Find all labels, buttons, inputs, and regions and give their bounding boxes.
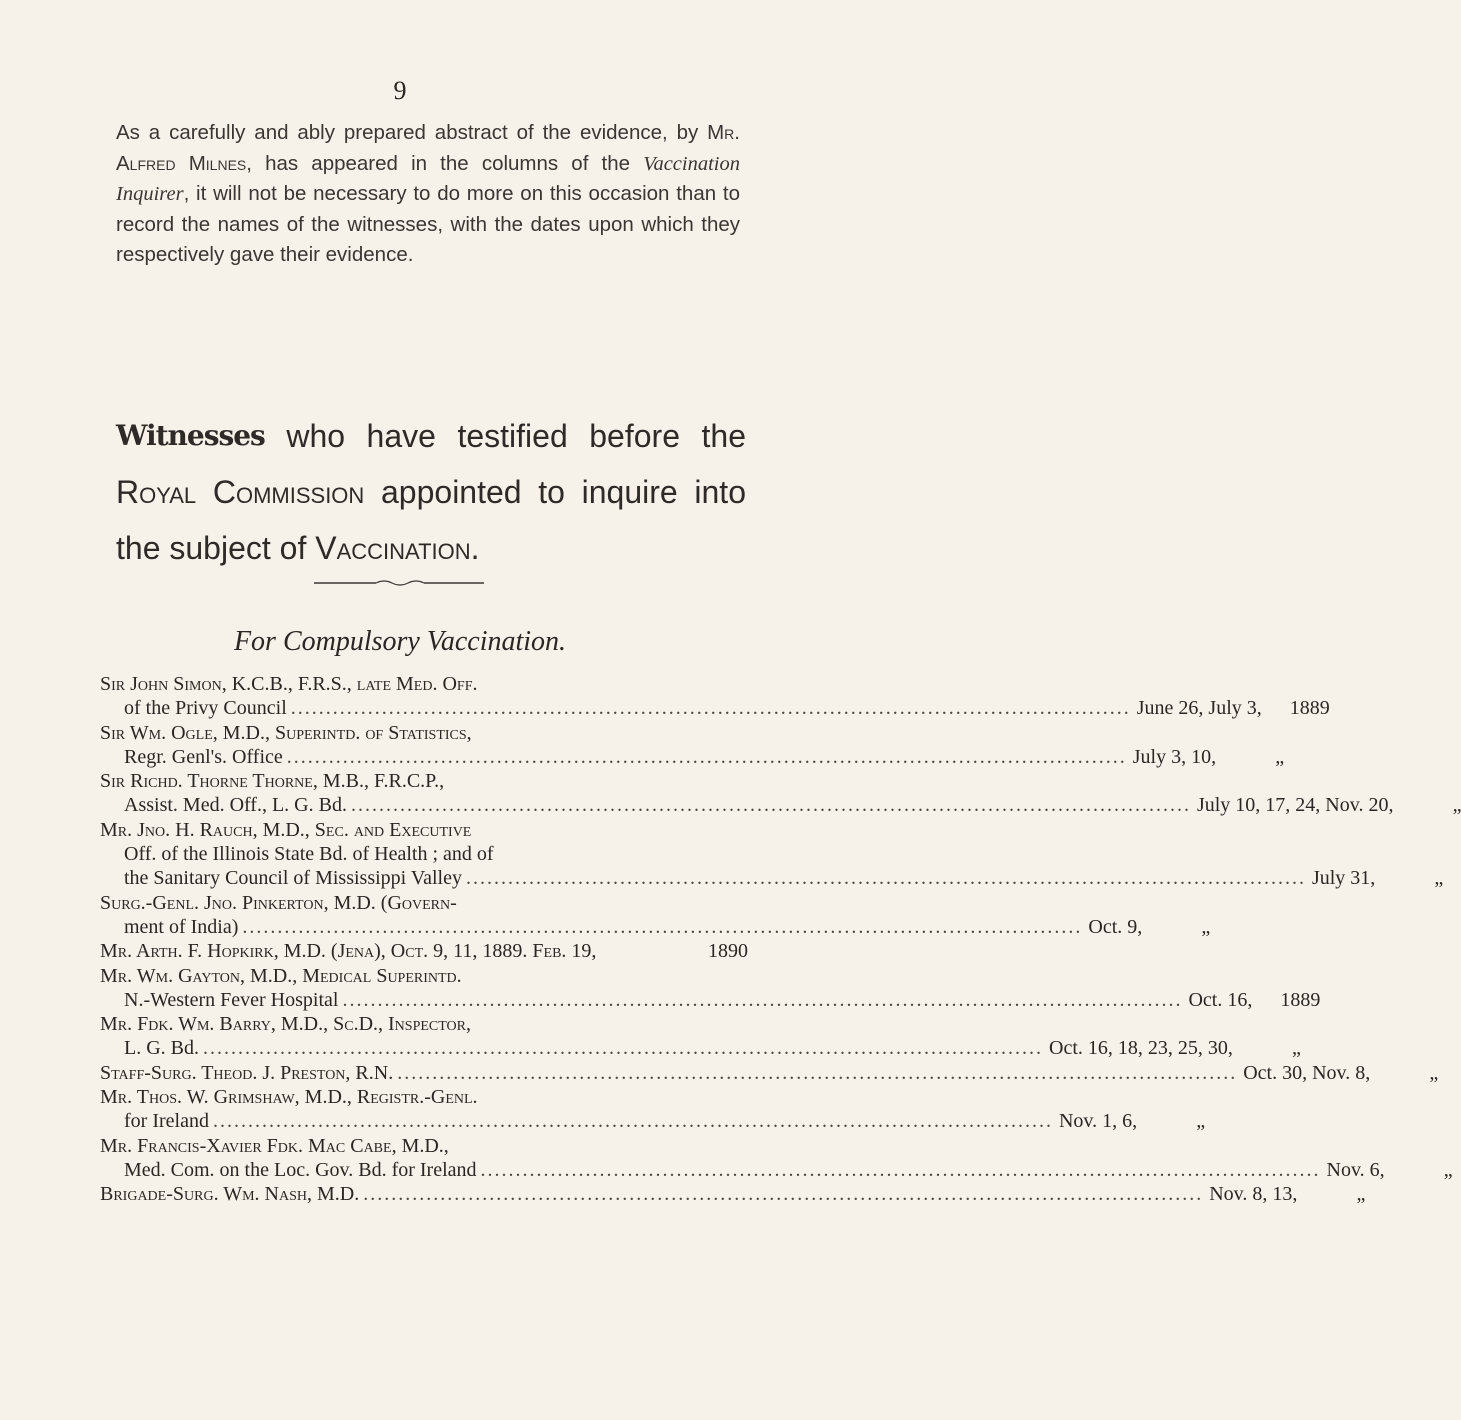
- witness-name-line: Mr. Francis-Xavier Fdk. Mac Cabe, M.D.,: [100, 1134, 449, 1157]
- witness-entry: [100, 1182, 1366, 1206]
- ornamental-rule: [314, 578, 484, 588]
- witness-detail-line: N.-Western Fever Hospital ........................................................................................................................ Oct. 16, 1889: [124, 988, 1321, 1011]
- testimony-year: 1889: [1289, 697, 1330, 720]
- witness-entry: [100, 1085, 1206, 1134]
- testimony-dates: Nov. 6,: [1326, 1158, 1385, 1181]
- leader-dots: ........................................................................................................................: [203, 1037, 1043, 1060]
- leader-dots: ........................................................................................................................: [342, 988, 1183, 1011]
- witness-detail-line: of the Privy Council ........................................................................................................................ June 26, July 3, 1889: [124, 697, 1330, 720]
- heading-line-2: Royal Commission appointed to inquire into: [116, 474, 746, 510]
- testimony-year: „: [1452, 794, 1461, 817]
- leader-dots: ........................................................................................................................: [465, 867, 1306, 890]
- testimony-dates: July 3, 10,: [1132, 745, 1217, 768]
- witness-entry: [100, 818, 1444, 891]
- witness-detail-line: Regr. Genl's. Office ........................................................................................................................ July 3, 10, „: [124, 745, 1285, 768]
- witness-name-line: Staff-Surg. Theod. J. Preston, R.N. ........................................................................................................................ Oct. 30, Nov. 8, „: [100, 1061, 1439, 1084]
- witness-detail-line: for Ireland ........................................................................................................................ Nov. 1, 6, „: [124, 1110, 1206, 1133]
- leader-dots: ........................................................................................................................: [212, 1110, 1053, 1133]
- witness-detail-line: Off. of the Illinois State Bd. of Health ; and of: [124, 843, 494, 866]
- witness-name-line: Mr. Thos. W. Grimshaw, M.D., Registr.-Genl.: [100, 1086, 478, 1109]
- testimony-year: „: [1275, 745, 1285, 768]
- testimony-year: 1890: [708, 940, 748, 963]
- witness-entry: [100, 939, 748, 963]
- witness-name-line: Mr. Wm. Gayton, M.D., Medical Superintd.: [100, 964, 462, 987]
- testimony-dates: Oct. 30, Nov. 8,: [1243, 1061, 1371, 1084]
- witness-entry: [100, 1012, 1301, 1061]
- testimony-year: „: [1292, 1037, 1301, 1060]
- witness-name-line: Sir Wm. Ogle, M.D., Superintd. of Statistics,: [100, 721, 472, 744]
- witness-name-line: Mr. Jno. H. Rauch, M.D., Sec. and Executive: [100, 818, 472, 841]
- testimony-year: „: [1201, 915, 1211, 938]
- witness-entry: [100, 1061, 1439, 1085]
- testimony-year: „: [1429, 1061, 1439, 1084]
- witness-entry: [100, 891, 1211, 940]
- testimony-year: „: [1434, 867, 1444, 890]
- witness-name-line: Brigade-Surg. Wm. Nash, M.D. ........................................................................................................................ Nov. 8, 13, „: [100, 1183, 1366, 1206]
- subheading: For Compulsory Vaccination.: [233, 626, 567, 657]
- leader-dots: ........................................................................................................................: [290, 697, 1131, 720]
- page-number: 9: [393, 76, 407, 105]
- leader-dots: ........................................................................................................................: [242, 915, 1083, 938]
- witness-entry: [100, 964, 1321, 1013]
- witness-list: [100, 672, 1461, 1207]
- intro-paragraph: As a carefully and ably prepared abstract of the evidence, by Mr. Alfred Milnes, has appeared in the columns of the Vaccination Inquirer, it will not be necessary to do more on this occasion than to record the names of the witnesses, with the dates upon which they respectively gave their evidence.: [116, 121, 740, 266]
- witness-name-line: Mr. Arth. F. Hopkirk, M.D. (Jena), Oct. 9, 11, 1889. Feb. 19, 1890: [100, 940, 748, 963]
- witness-detail-line: Assist. Med. Off., L. G. Bd. ........................................................................................................................ July 10, 17, 24, Nov. 20, „: [124, 794, 1461, 817]
- witness-name-line: Surg.-Genl. Jno. Pinkerton, M.D. (Govern-: [100, 891, 457, 914]
- testimony-year: 1889: [1280, 988, 1321, 1011]
- testimony-dates: Oct. 9,: [1088, 915, 1143, 938]
- leader-dots: ........................................................................................................................: [397, 1061, 1238, 1084]
- section-heading: [116, 408, 746, 576]
- testimony-dates: July 10, 17, 24, Nov. 20,: [1196, 794, 1394, 817]
- leader-dots: ........................................................................................................................: [480, 1158, 1321, 1181]
- witness-entry: [100, 721, 1285, 770]
- leader-dots: ........................................................................................................................: [350, 794, 1191, 817]
- witness-detail-line: Med. Com. on the Loc. Gov. Bd. for Ireland ........................................................................................................................ Nov. 6, „: [124, 1158, 1453, 1181]
- testimony-year: „: [1356, 1183, 1366, 1206]
- author-name: Mr. Alfred Milnes: [116, 121, 740, 175]
- leader-dots: ........................................................................................................................: [363, 1183, 1204, 1206]
- blackletter-word: Witnesses: [116, 419, 265, 452]
- testimony-year: „: [1196, 1110, 1206, 1133]
- testimony-dates: Nov. 1, 6,: [1058, 1110, 1138, 1133]
- witness-entry: [100, 672, 1330, 721]
- testimony-dates: Nov. 8, 13,: [1209, 1183, 1298, 1206]
- leader-dots: ........................................................................................................................: [286, 745, 1127, 768]
- witness-detail-line: the Sanitary Council of Mississippi Valley ........................................................................................................................ July 31, „: [124, 867, 1444, 890]
- witness-detail-line: ment of India) ........................................................................................................................ Oct. 9, „: [124, 915, 1211, 938]
- heading-line-3: the subject of Vaccination.: [116, 530, 480, 566]
- testimony-dates: Oct. 16,: [1188, 988, 1253, 1011]
- witness-entry: [100, 769, 1461, 818]
- testimony-year: „: [1443, 1158, 1453, 1181]
- witness-entry: [100, 1134, 1453, 1183]
- testimony-dates: Oct. 16, 18, 23, 25, 30,: [1049, 1037, 1233, 1060]
- heading-line-1: Witnesses who have testified before the: [116, 408, 746, 464]
- publication-title: Vaccination Inquirer: [116, 152, 740, 205]
- witness-name-line: Sir Richd. Thorne Thorne, M.B., F.R.C.P.,: [100, 770, 445, 793]
- witness-detail-line: L. G. Bd. ........................................................................................................................ Oct. 16, 18, 23, 25, 30, „: [124, 1037, 1301, 1060]
- testimony-dates: June 26, July 3,: [1136, 697, 1262, 720]
- witness-name-line: Mr. Fdk. Wm. Barry, M.D., Sc.D., Inspector,: [100, 1013, 472, 1036]
- witness-name-line: Sir John Simon, K.C.B., F.R.S., late Med. Off.: [100, 673, 478, 695]
- testimony-dates: July 31,: [1311, 867, 1376, 890]
